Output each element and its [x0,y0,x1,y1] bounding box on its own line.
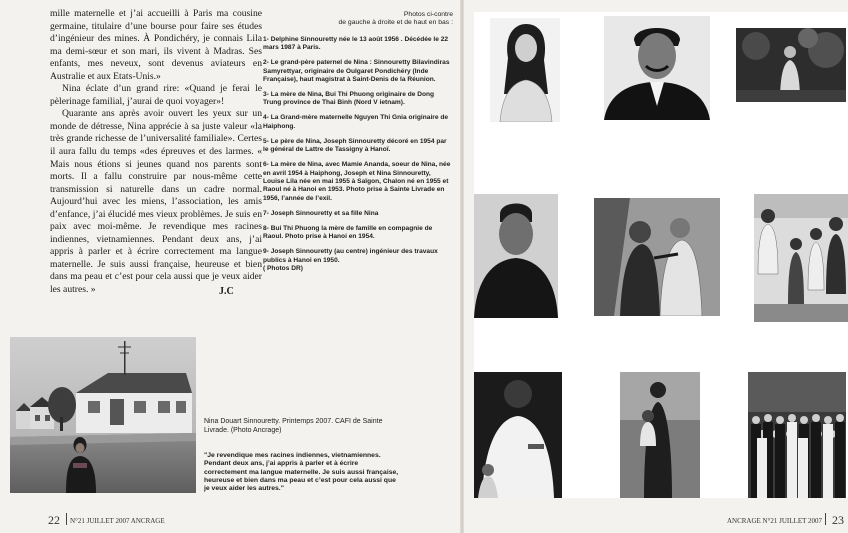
street-photo-quote: "Je revendique mes racines indiennes, vietnamiennes. Pendant deux ans, j’ai appris à parler et à écrire correctement ma langue maternelle. Je suis aussi française, heureuse et bien dans ma peau et c’est pour cela aussi que je veux aider les autres." [204,452,399,493]
article-paragraph-2: Nina éclate d’un grand rire: «Quand je ferai le pèlerinage familial, j’aurai de quoi voyager»! [50,83,262,107]
photo-7-father-daughter [474,372,562,498]
page-number-left: 22 [48,513,60,527]
footer-right [727,513,844,528]
footer-right-text: ANCRAGE N°21 JUILLET 2007 [726,517,822,525]
captions-header [263,11,453,28]
article-paragraph-1: mille maternelle et j’ai accueilli à Paris ma cousine germaine, titulaire d’une bourse pour faire ses études d’ingénieur des mines. À Pondichéry, je connais Lila ma demi-sœur et son mari, ils vivent à Madras. Ses enfants, mes neveux, sont devenus aviateurs en Australie et aux Etats-Unis.» [50,8,262,82]
photo-4-grandmother [474,194,558,318]
photo-grid [474,12,848,498]
footer-rule-left [66,513,67,525]
caption-item-8: 8- Bui Thi Phuong la mère de famille en compagnie de Raoul. Photo prise à Hanoi en 1954. [263,224,433,241]
footer-rule-right [825,513,826,525]
photo-captions [263,11,453,280]
article-paragraph-3: Quarante ans après avoir ouvert les yeux sur un monde de détresse, Nina apprécie à sa juste valeur «la très grande richesse de l’universalité familiale». Certes il aura fallu du temps «des épreuves et des larmes. « Mais nous étions si jeunes quand nos parents sont morts. Il a fallu construire par nous-même cette transmission si naturelle dans un cadre normal. Aujourd’hui avec les miens, l’association, les amis d’enfance, j’ai élucidé mes vieux problèmes. Je suis en paix avec moi-même. Je revendique mes racines indiennes, vietnamiennes. Pendant deux ans, j’ai appris à parler et à écrire correctement ma langue maternelle. Je suis aussi française, heureuse et bien dans ma peau et c’est pour cela aussi que je veux aider les autres. » [50,108,262,296]
author-signature: J.C [219,286,234,297]
photo-2-grandfather [604,16,710,120]
photo-3-mother-garden [736,28,846,102]
caption-item-7: 7- Joseph Sinnouretty et sa fille Nina [263,209,379,217]
caption-item-2: 2- Le grand-père paternel de Nina : Sinnouretty Bilavindiras Samyrettyar, originaire de Oulgaret Pondichéry (Inde Française), haut magistrat à Saint-Denis de la Réunion. [263,59,450,84]
photo-5-decoration [594,198,720,316]
caption-credit: ( Photos DR) [263,265,303,273]
caption-item-1: 1- Delphine Sinnouretty née le 13 août 1956 . Décédée le 22 mars 1987 à Paris. [263,35,449,52]
captions-header-line-2: de gauche à droite et de haut en bas : [338,19,453,27]
article-column [50,8,262,297]
caption-item-4: 4- La Grand-mère maternelle Nguyen Thi Gnia originaire de Haiphong. [263,114,449,130]
page-number-right: 23 [832,513,844,527]
footer-left [48,513,165,528]
captions-header-line-1: Photos ci-contre [403,11,453,18]
footer-left-text: N°21 JUILLET 2007 ANCRAGE [70,517,165,525]
caption-item-9: 9- Joseph Sinnouretty (au centre) ingénieur des travaux publics à Hanoi en 1950. [263,248,438,264]
street-photo [10,337,196,493]
caption-item-5: 5- Le père de Nina, Joseph Sinnouretty décoré en 1954 par le général de Lattre de Tassigny à Hanoï. [263,137,447,154]
street-photo-caption: Nina Douart Sinnouretty. Printemps 2007. CAFI de Sainte Livrade. (Photo Ancrage) [204,418,383,434]
caption-item-3: 3- La mère de Nina, Bui Thi Phuong originaire de Dong Trung province de Thai Binh (Nord V ietnam). [263,91,435,107]
caption-item-6: 6- La mère de Nina, avec Mamie Ananda, soeur de Nina, née en avril 1954 à Haiphong, Joseph et Nina Sinnouretty, Louise Lila née en mai 1955 à Saïgon, Chalon né en 1955 et Raoul né à Hanoi en 1953. Photo prise à Sainte Livrade en 1956, l’année de l’exil. [263,161,451,202]
photo-9-engineers-group [748,372,846,498]
street-photo-image [10,337,196,493]
photo-6-family-group [754,194,848,322]
photo-8-mother-child [620,372,700,498]
photo-1-delphine [490,18,560,122]
